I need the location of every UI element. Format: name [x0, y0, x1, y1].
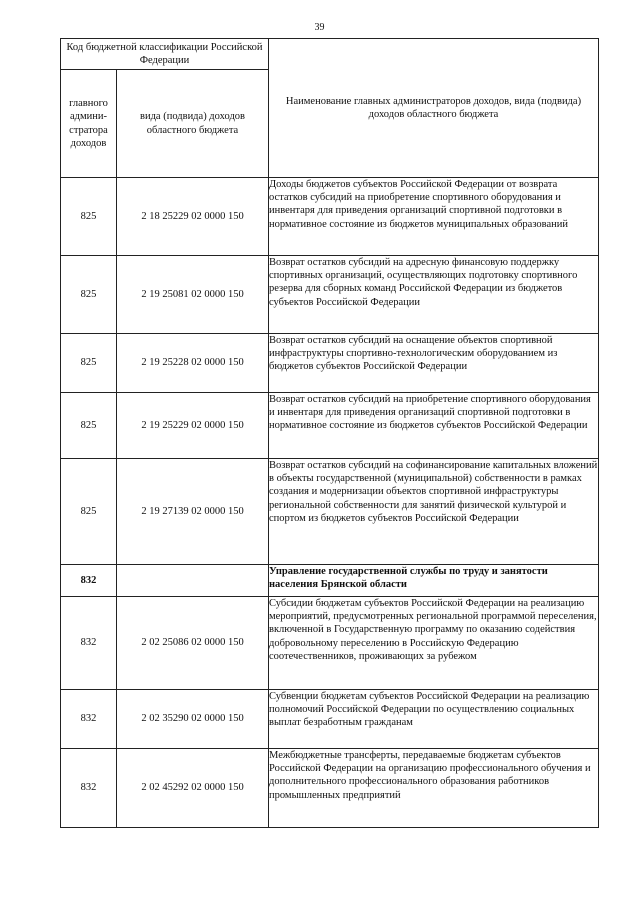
table-row [61, 178, 599, 256]
header-group-title: Код бюджетной классификации Российской Федерации [61, 39, 269, 70]
admin-code-cell: 825 [61, 393, 117, 459]
revenue-name-cell: Межбюджетные трансферты, передаваемые бюджетам субъектов Российской Федерации на организацию профессионального обучения и дополнительного профессионального образования работников промышленных предприятий [269, 749, 599, 828]
header-name-column: Наименование главных администраторов доходов, вида (подвида) доходов областного бюджета [269, 39, 599, 178]
table-row [61, 256, 599, 334]
revenue-code-cell: 2 19 27139 02 0000 150 [117, 459, 269, 565]
revenue-code-cell: 2 02 25086 02 0000 150 [117, 597, 269, 690]
table-row [61, 459, 599, 565]
admin-code-cell: 825 [61, 256, 117, 334]
revenue-code-cell [117, 565, 269, 597]
admin-code-cell: 832 [61, 749, 117, 828]
administrator-name-cell: Управление государственной службы по труду и занятости населения Брянской области [269, 565, 599, 597]
revenue-name-cell: Доходы бюджетов субъектов Российской Федерации от возврата остатков субсидий на приобретение спортивного оборудования и инвентаря для приведения организаций спортивной подготовки в нормативное состояние из бюджетов муниципальных образований [269, 178, 599, 256]
revenue-code-cell: 2 02 35290 02 0000 150 [117, 690, 269, 749]
table-row [61, 393, 599, 459]
revenue-code-cell: 2 02 45292 02 0000 150 [117, 749, 269, 828]
admin-code-cell: 825 [61, 334, 117, 393]
revenue-name-cell: Субвенции бюджетам субъектов Российской Федерации на реализацию полномочий Российской Федерации по осуществлению социальных выплат безработным гражданам [269, 690, 599, 749]
revenue-code-cell: 2 18 25229 02 0000 150 [117, 178, 269, 256]
revenue-code-cell: 2 19 25228 02 0000 150 [117, 334, 269, 393]
admin-code-cell: 832 [61, 597, 117, 690]
revenue-name-cell: Возврат остатков субсидий на адресную финансовую поддержку спортивных организаций, осуществляющих подготовку спортивного резерва для сборных команд Российской Федерации из бюджетов субъектов Российской Федерации [269, 256, 599, 334]
table-row-section [61, 565, 599, 597]
admin-code-cell: 825 [61, 178, 117, 256]
header-admin-column: главного админи- стратора доходов [61, 70, 117, 178]
table-row [61, 690, 599, 749]
admin-code-cell: 825 [61, 459, 117, 565]
revenue-name-cell: Возврат остатков субсидий на оснащение объектов спортивной инфраструктуры спортивно-технологическим оборудованием из бюджетов субъектов Российской Федерации [269, 334, 599, 393]
table-row [61, 749, 599, 828]
revenue-name-cell: Субсидии бюджетам субъектов Российской Федерации на реализацию мероприятий, предусмотренных региональной программой переселения, включенной в Государственную программу по оказанию содействия добровольному переселению в Российскую Федерацию соотечественников, проживающих за рубежом [269, 597, 599, 690]
page-number: 39 [314, 22, 325, 33]
header-row-top [61, 39, 599, 70]
revenue-code-cell: 2 19 25081 02 0000 150 [117, 256, 269, 334]
revenue-name-cell: Возврат остатков субсидий на софинансирование капитальных вложений в объекты государственной (муниципальной) собственности в рамках создания и модернизации объектов спортивной инфраструктуры региональной собственности для занятий физической культурой и спортом из бюджетов субъектов Российской Федерации [269, 459, 599, 565]
budget-classification-table [60, 38, 599, 828]
table-row [61, 597, 599, 690]
admin-code-cell: 832 [61, 690, 117, 749]
revenue-name-cell: Возврат остатков субсидий на приобретение спортивного оборудования и инвентаря для приведения организаций спортивной подготовки в нормативное состояние из бюджетов субъектов Российской Федерации [269, 393, 599, 459]
revenue-code-cell: 2 19 25229 02 0000 150 [117, 393, 269, 459]
table-row [61, 334, 599, 393]
header-type-column: вида (подвида) доходов областного бюджета [117, 70, 269, 178]
admin-code-cell: 832 [61, 565, 117, 597]
